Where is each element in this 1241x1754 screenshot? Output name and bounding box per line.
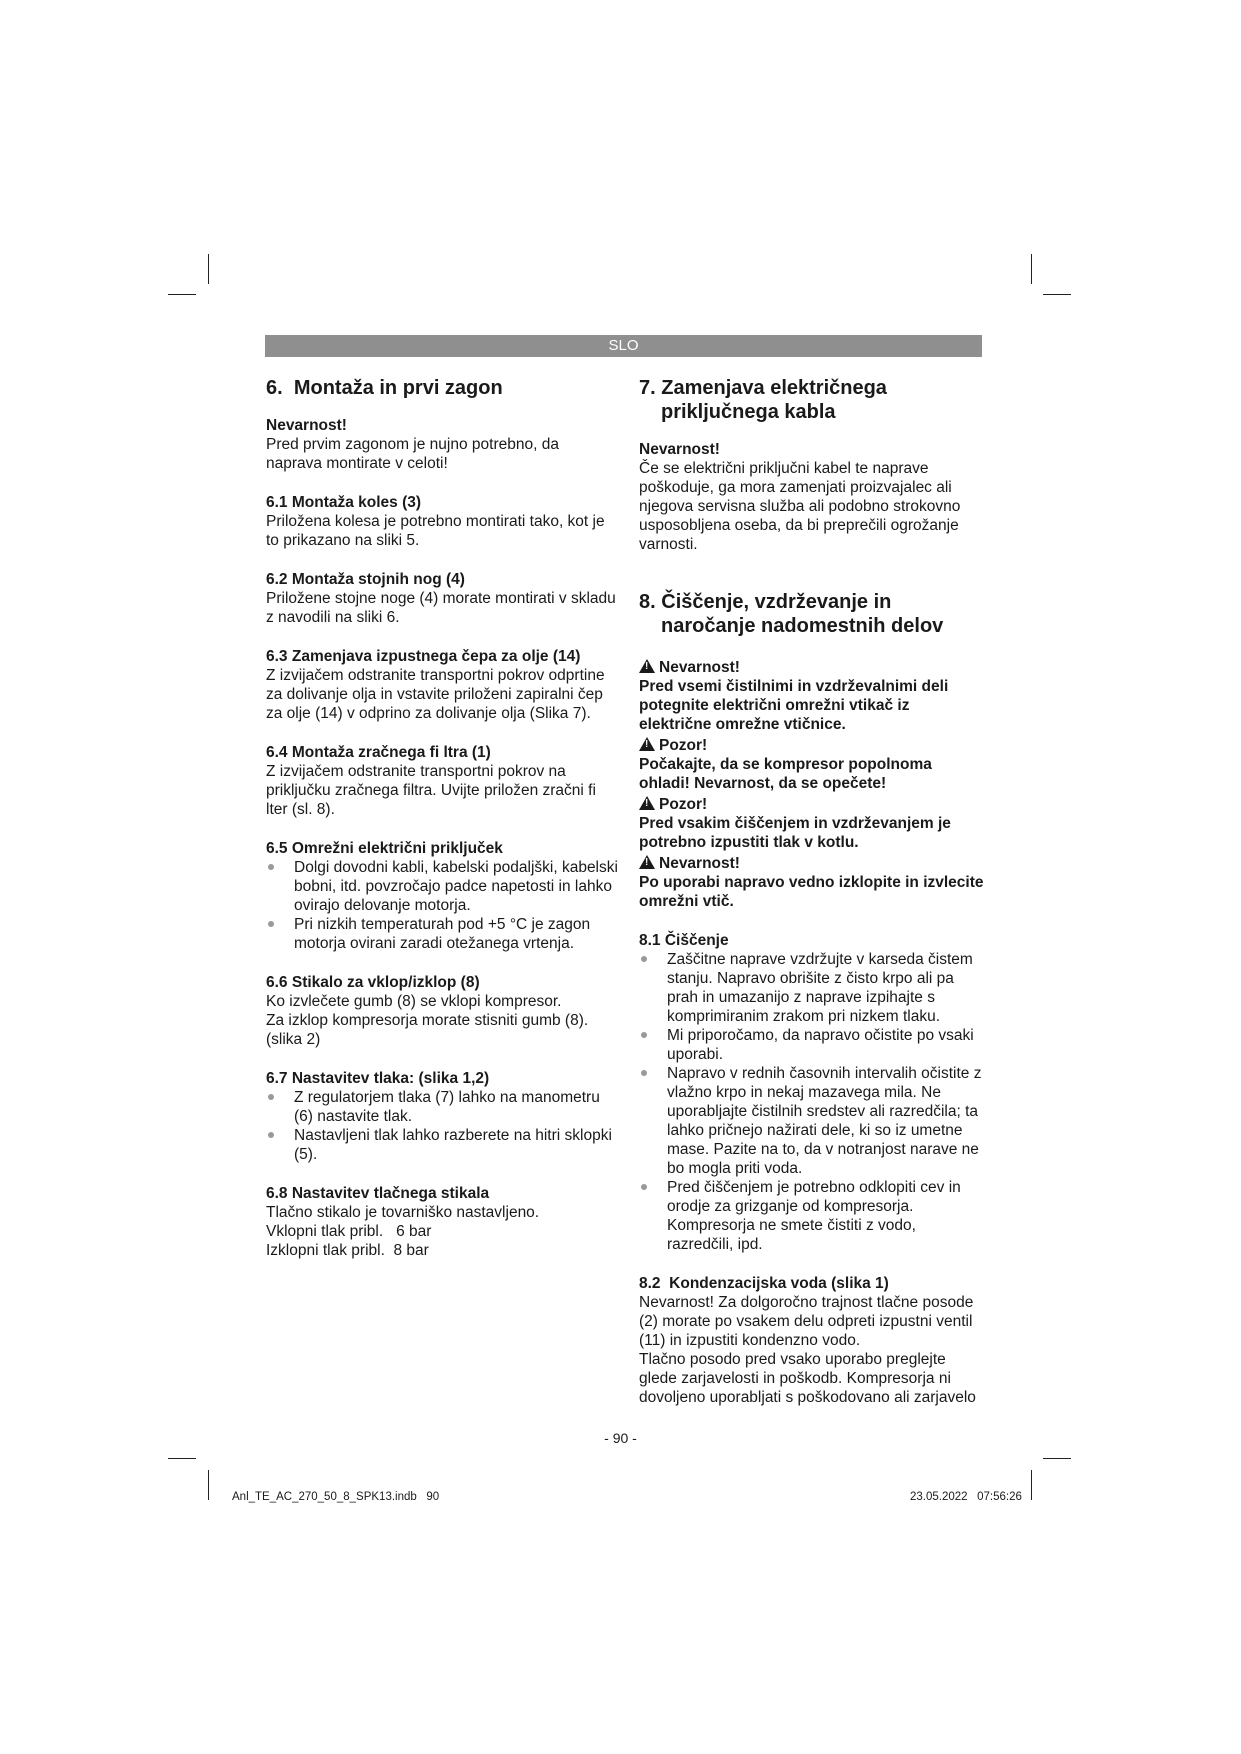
- language-header-bar: SLO: [265, 335, 982, 357]
- section-6-body: [266, 416, 618, 473]
- section-8-2: [639, 1274, 984, 1407]
- paragraph: Tlačno posodo pred vsako uporabo preglejte glede zarjavelosti in poškodb. Kompresorja ni dovoljeno uporabljati s poškodovano ali zarjavelo: [639, 1351, 976, 1406]
- section-6-5-heading: 6.5 Omrežni električni priključek: [266, 840, 503, 857]
- warning-triangle-icon: [639, 659, 655, 673]
- section-8-2-heading: 8.2 Kondenzacijska voda (slika 1): [639, 1275, 889, 1292]
- section-6-1: [266, 493, 618, 550]
- list-item: Nastavljeni tlak lahko razberete na hitri sklopki (5).: [266, 1126, 618, 1164]
- list-item: Pri nizkih temperaturah pod +5 °C je zagon motorja ovirani zaradi otežanega vrtenja.: [266, 915, 618, 953]
- section-6-5: [266, 839, 618, 953]
- crop-mark: [1031, 254, 1032, 284]
- section-6-4: [266, 743, 618, 819]
- left-column: [266, 370, 618, 1260]
- footer-timestamp: 23.05.2022 07:56:26: [910, 1491, 1022, 1503]
- bullet-list: [266, 1088, 618, 1164]
- paragraph: Ko izvlečete gumb (8) se vklopi kompresor.: [266, 993, 562, 1010]
- list-item: Pred čiščenjem je potrebno odklopiti cev in orodje za grizganje od kompresorja. Kompresorja ne smete čistiti z vodo, razredčili, ipd.: [639, 1178, 984, 1254]
- crop-mark: [208, 254, 209, 284]
- section-6-6: [266, 973, 618, 1049]
- section-7-heading: 7. Zamenjava električnega priključnega kabla: [639, 377, 887, 423]
- list-item: Napravo v rednih časovnih intervalih očistite z vlažno krpo in nekaj mazavega mila. Ne uporabljajte čistilnih sredstev ali razredčila; ta lahko pričnejo nažirati dele, ki so iz umetne mase. Pazite na to, da v notranjost narave ne bo mogla priti voda.: [639, 1064, 984, 1178]
- warning-text: Pred vsemi čistilnimi in vzdrževalnimi deli potegnite električni omrežni vtikač iz električne omrežne vtičnice.: [639, 678, 949, 733]
- footer-filename: Anl_TE_AC_270_50_8_SPK13.indb 90: [232, 1491, 440, 1503]
- section-6-6-heading: 6.6 Stikalo za vklop/izklop (8): [266, 974, 480, 991]
- warning-label: Nevarnost!: [266, 417, 347, 434]
- paragraph: Z izvijačem odstranite transportni pokrov na priključku zračnega filtra. Uvijte priložen zračni fi lter (sl. 8).: [266, 763, 596, 818]
- warning-text: Počakajte, da se kompresor popolnoma ohladi! Nevarnost, da se opečete!: [639, 756, 932, 792]
- section-8-1-heading: 8.1 Čiščenje: [639, 932, 729, 949]
- section-6-7: [266, 1069, 618, 1164]
- crop-mark: [1031, 1470, 1032, 1500]
- section-6-2-heading: 6.2 Montaža stojnih nog (4): [266, 571, 465, 588]
- paragraph: Z izvijačem odstranite transportni pokrov odprtine za dolivanje olja in vstavite priloženi zapiralni čep za olje (14) v odprino za dolivanje olja (Slika 7).: [266, 667, 605, 722]
- section-6-8: [266, 1184, 618, 1260]
- section-6-1-heading: 6.1 Montaža koles (3): [266, 494, 422, 511]
- warning-block: !Pozor! Počakajte, da se kompresor popolnoma ohladi! Nevarnost, da se opečete!: [639, 736, 984, 793]
- paragraph: Za izklop kompresorja morate stisniti gumb (8). (slika 2): [266, 1012, 589, 1048]
- paragraph: Če se električni priključni kabel te naprave poškoduje, ga mora zamenjati proizvajalec ali njegova servisna služba ali podobno strokovno usposobljena oseba, da bi preprečili ogrožanje varnosti.: [639, 460, 961, 553]
- section-6-7-heading: 6.7 Nastavitev tlaka: (slika 1,2): [266, 1070, 490, 1087]
- section-7-body: [639, 440, 984, 554]
- warning-text: Pred vsakim čiščenjem in vzdrževanjem je potrebno izpustiti tlak v kotlu.: [639, 815, 951, 851]
- crop-mark: [1043, 1458, 1071, 1459]
- crop-mark: [1043, 294, 1071, 295]
- paragraph: Pred prvim zagonom je nujno potrebno, da naprava montirate v celoti!: [266, 436, 559, 472]
- bullet-list: [639, 950, 984, 1254]
- right-column: [639, 370, 984, 1407]
- section-6-3: [266, 647, 618, 723]
- crop-mark: [208, 1470, 209, 1500]
- section-6-3-heading: 6.3 Zamenjava izpustnega čepa za olje (14): [266, 648, 581, 665]
- bullet-list: [266, 858, 618, 953]
- list-item: Zaščitne naprave vzdržujte v karseda čistem stanju. Napravo obrišite z čisto krpo ali pa prah in umazanijo z naprave izpihajte s komprimiranim zrakom pri nizkem tlaku.: [639, 950, 984, 1026]
- section-8-1: [639, 931, 984, 1254]
- list-item: Dolgi dovodni kabli, kabelski podaljški, kabelski bobni, itd. povzročajo padce napetosti in lahko ovirajo delovanje motorja.: [266, 858, 618, 915]
- list-item: Z regulatorjem tlaka (7) lahko na manometru (6) nastavite tlak.: [266, 1088, 618, 1126]
- section-6-2: [266, 570, 618, 627]
- warning-triangle-icon: [639, 855, 655, 869]
- paragraph: Izklopni tlak pribl. 8 bar: [266, 1242, 429, 1259]
- section-6-8-heading: 6.8 Nastavitev tlačnega stikala: [266, 1185, 490, 1202]
- crop-mark: [168, 1458, 196, 1459]
- section-8-heading: 8. Čiščenje, vzdrževanje in naročanje nadomestnih delov: [639, 591, 944, 637]
- section-6-heading: 6. Montaža in prvi zagon: [266, 377, 503, 399]
- paragraph: Priložena kolesa je potrebno montirati tako, kot je to prikazano na sliki 5.: [266, 513, 605, 549]
- paragraph: Priložene stojne noge (4) morate montirati v skladu z navodili na sliki 6.: [266, 590, 616, 626]
- paragraph: Vklopni tlak pribl. 6 bar: [266, 1223, 432, 1240]
- paragraph: Nevarnost! Za dolgoročno trajnost tlačne posode (2) morate po vsakem delu odpreti izpustni ventil (11) in izpustiti kondenzno vodo.: [639, 1294, 974, 1349]
- warning-label: Nevarnost!: [639, 441, 720, 458]
- crop-mark: [168, 294, 196, 295]
- warning-triangle-icon: [639, 737, 655, 751]
- warning-triangle-icon: [639, 796, 655, 810]
- warning-block: !Nevarnost! Po uporabi napravo vedno izklopite in izvlecite omrežni vtič.: [639, 854, 984, 911]
- page-number: - 90 -: [604, 1430, 637, 1446]
- warning-block: !Nevarnost! Pred vsemi čistilnimi in vzdrževalnimi deli potegnite električni omrežni vtikač iz električne omrežne vtičnice.: [639, 658, 984, 734]
- paragraph: Tlačno stikalo je tovarniško nastavljeno.: [266, 1204, 540, 1221]
- warning-text: Po uporabi napravo vedno izklopite in izvlecite omrežni vtič.: [639, 874, 984, 910]
- warning-block: !Pozor! Pred vsakim čiščenjem in vzdrževanjem je potrebno izpustiti tlak v kotlu.: [639, 795, 984, 852]
- section-6-4-heading: 6.4 Montaža zračnega fi ltra (1): [266, 744, 491, 761]
- list-item: Mi priporočamo, da napravo očistite po vsaki uporabi.: [639, 1026, 984, 1064]
